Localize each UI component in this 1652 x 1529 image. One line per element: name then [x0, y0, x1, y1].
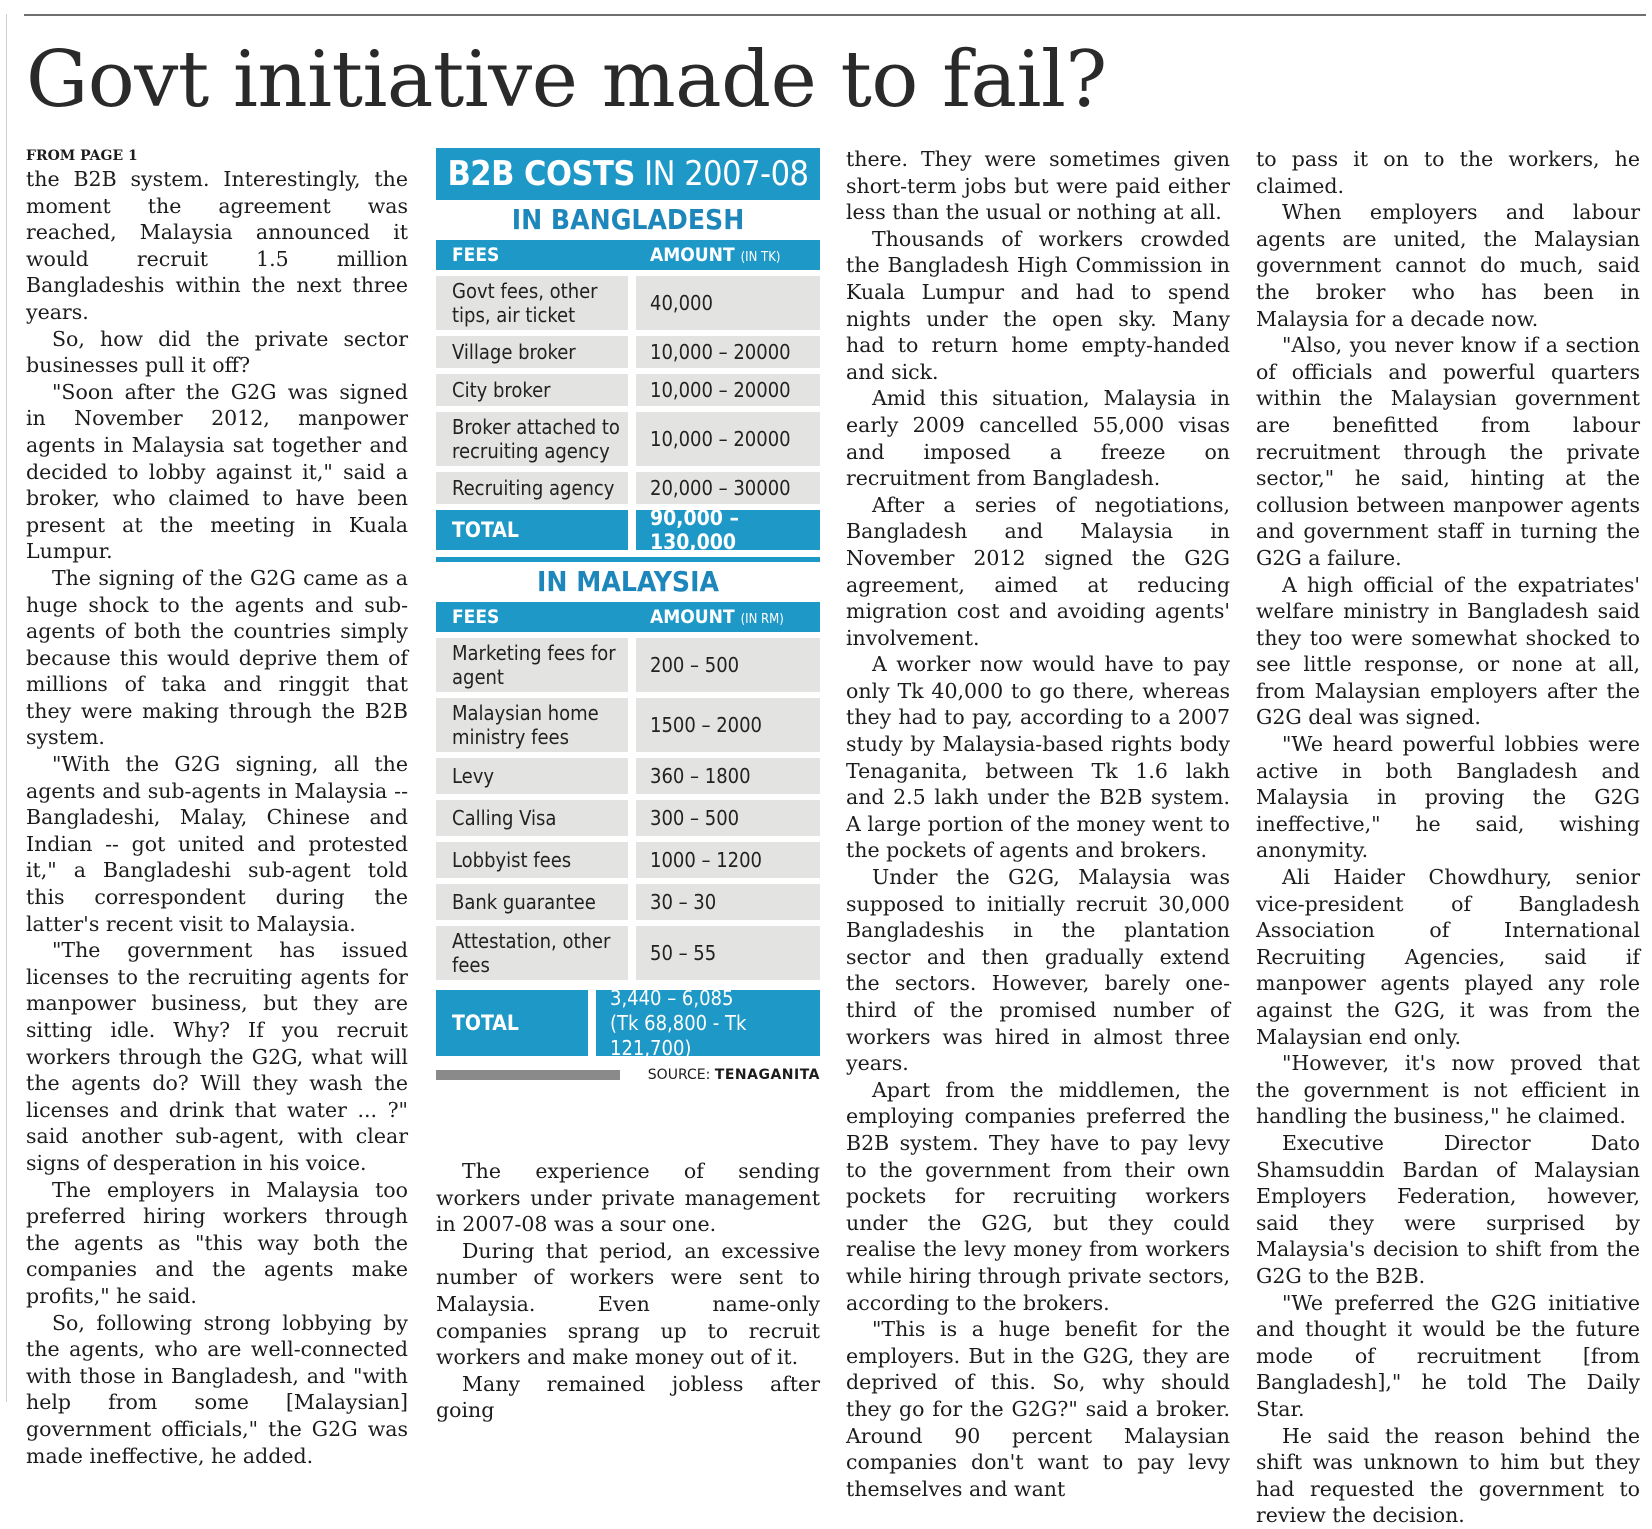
source-credit [648, 1066, 820, 1084]
total-label: TOTAL [436, 510, 628, 550]
fee-cell: Calling Visa [436, 800, 628, 836]
paragraph: So, how did the private sector businesses pull it off? [26, 326, 408, 378]
table-row [436, 276, 820, 330]
table-row [436, 800, 820, 836]
amount-cell: 360 – 1800 [636, 758, 820, 794]
infographic-title-bold: B2B COSTS [447, 154, 635, 194]
fees-header: FEES [452, 244, 500, 266]
paragraph: During that period, an excessive number of workers were sent to Malaysia. Even name-only companies sprang up to recruit workers and make money out of it. [436, 1238, 820, 1370]
amount-unit: (IN TK) [740, 250, 781, 265]
paragraph: Thousands of workers crowded the Bangladesh High Commission in Kuala Lumpur and had to spend nights under the open sky. Many had to return home empty-handed and sick. [846, 226, 1230, 384]
amount-cell: 1500 – 2000 [636, 698, 820, 752]
paragraph: "Also, you never know if a section of officials and powerful quarters within the Malaysian government are benefitted from labour recruitment through the private sector," he said, hinting at the collusion between manpower agents and government staff in turning the G2G a failure. [1256, 333, 1640, 570]
source-label: SOURCE: [647, 1067, 711, 1083]
malaysia-total-row [436, 985, 820, 1060]
fee-cell: Broker attached to recruiting agency [436, 412, 628, 466]
column-4 [1256, 146, 1640, 1529]
headline: Govt initiative made to fail? [26, 35, 1107, 125]
table-row [436, 472, 820, 504]
amount-header [650, 602, 784, 635]
paragraph: So, following strong lobbying by the agents, who are well-connected with those in Bangladesh, and "with help from some [Malaysian] government officials," the G2G was made ineffective, he added. [26, 1310, 408, 1468]
malaysia-heading: IN MALAYSIA [537, 565, 719, 598]
column-1 [26, 146, 408, 1469]
infographic-title-rest: IN 2007-08 [634, 154, 809, 194]
fee-cell: Attestation, other fees [436, 926, 628, 980]
total-amount-tk: (Tk 68,800 - Tk 121,700) [610, 1010, 747, 1060]
table-row [436, 412, 820, 466]
amount-cell: 40,000 [636, 276, 820, 330]
paragraph: He said the reason behind the shift was unknown to him but they had requested the government to review the decision. [1256, 1423, 1640, 1528]
amount-header-label: AMOUNT [650, 244, 735, 266]
amount-cell: 10,000 – 20000 [636, 412, 820, 466]
column-2 [436, 1158, 820, 1424]
fee-cell: Marketing fees for agent [436, 638, 628, 692]
fee-cell: Govt fees, other tips, air ticket [436, 276, 628, 330]
paragraph: The experience of sending workers under private management in 2007-08 was a sour one. [436, 1159, 820, 1237]
paragraph: Amid this situation, Malaysia in early 2009 cancelled 55,000 visas and imposed a freeze on recruitment from Bangladesh. [846, 386, 1230, 491]
paragraph: Ali Haider Chowdhury, senior vice-president of Bangladesh Association of International Recruiting Agencies, said if manpower agents played any role against the G2G, it was from the Malaysian end only. [1256, 865, 1640, 1049]
amount-header [650, 240, 780, 273]
paragraph: The employers in Malaysia too preferred hiring workers through the agents as "this way both the companies and the agents make profits," he said. [26, 1177, 408, 1308]
paragraph: Many remained jobless after going [436, 1371, 820, 1423]
table-row [436, 336, 820, 368]
paragraph: "We preferred the G2G initiative and thought it would be the future mode of recruitment [from Bangladesh]," he told The Daily Star. [1256, 1290, 1640, 1421]
amount-cell: 20,000 – 30000 [636, 472, 820, 504]
paragraph: "However, it's now proved that the government is not efficient in handling the business," he claimed. [1256, 1051, 1640, 1129]
table-row [436, 374, 820, 406]
amount-cell: 30 – 30 [636, 884, 820, 920]
amount-header-label: AMOUNT [650, 606, 735, 628]
bangladesh-total-row [436, 506, 820, 554]
table-row [436, 698, 820, 752]
paragraph: there. They were sometimes given short-term jobs but were paid either less than the usual or nothing at all. [846, 147, 1230, 225]
paragraph: Apart from the middlemen, the employing companies preferred the B2B system. They have to pay levy to the government from their own pockets for recruiting workers under the G2G, but they could realise the levy money from workers while hiring through private sectors, according to the brokers. [846, 1077, 1230, 1315]
paragraph: "The government has issued licenses to the recruiting agents for manpower business, but they are sitting idle. Why? If you recruit workers through the G2G, what will the agents do? Will they wash the licenses and drink that water ... ?" said another sub-agent, with clear signs of desperation in his voice. [26, 938, 408, 1175]
paragraph: "This is a huge benefit for the employers. But in the G2G, they are deprived of this. So, why should they go for the G2G?" said a broker. Around 90 percent Malaysian companies don't want to pay levy themselves and want [846, 1317, 1230, 1501]
fee-cell: Bank guarantee [436, 884, 628, 920]
fee-cell: Village broker [436, 336, 628, 368]
source-bar [436, 1070, 620, 1080]
amount-cell: 200 – 500 [636, 638, 820, 692]
amount-unit: (IN RM) [740, 612, 784, 627]
fee-cell: Malaysian home ministry fees [436, 698, 628, 752]
paragraph: When employers and labour agents are united, the Malaysian government cannot do much, said the broker who has been in Malaysia for a decade now. [1256, 200, 1640, 331]
amount-cell: 1000 – 1200 [636, 842, 820, 878]
fee-cell: Levy [436, 758, 628, 794]
paragraph: "With the G2G signing, all the agents and sub-agents in Malaysia -- Bangladeshi, Malay, Chinese and Indian -- got united and protested it," a Bangladeshi sub-agent told this correspondent during the latter's recent visit to Malaysia. [26, 752, 408, 936]
paragraph: The signing of the G2G came as a huge shock to the agents and sub-agents of both the countries simply because this would deprive them of millions of taka and ringgit that they were making through the B2B system. [26, 565, 408, 750]
table-row [436, 842, 820, 878]
total-amount: 90,000 – 130,000 [636, 510, 820, 550]
top-rule [24, 14, 1646, 16]
paragraph: "We heard powerful lobbies were active in both Bangladesh and Malaysia in proving the G2G ineffective," he said, wishing anonymity. [1256, 732, 1640, 863]
total-amount-rm: 3,440 – 6,085 [610, 985, 734, 1010]
paragraph: A high official of the expatriates' welfare ministry in Bangladesh said they too were somewhat shocked to see little response, or none at all, from Malaysian employers after the G2G deal was signed. [1256, 572, 1640, 730]
paragraph: "Soon after the G2G was signed in November 2012, manpower agents in Malaysia sat together and decided to lobby against it," said a broker, who claimed to have been present at the meeting in Kuala Lumpur. [26, 379, 408, 564]
paragraph: Under the G2G, Malaysia was supposed to initially recruit 30,000 Bangladeshis in the plantation sector and then gradually extend the sectors. However, barely one-third of the promised number of workers was hired in almost three years. [846, 865, 1230, 1076]
page-left-border [6, 14, 7, 1402]
total-amount [596, 985, 820, 1060]
fee-cell: City broker [436, 374, 628, 406]
fee-cell: Lobbyist fees [436, 842, 628, 878]
column-3 [846, 146, 1230, 1502]
bangladesh-heading: IN BANGLADESH [511, 203, 745, 236]
fee-cell: Recruiting agency [436, 472, 628, 504]
b2b-costs-infographic [436, 148, 820, 1086]
bangladesh-table-header [436, 240, 820, 270]
paragraph: the B2B system. Interestingly, the moment the agreement was reached, Malaysia announced it would recruit 1.5 million Bangladeshis within the next three years. [26, 167, 408, 324]
malaysia-table-header [436, 602, 820, 632]
table-row [436, 884, 820, 920]
source-name: TENAGANITA [714, 1067, 820, 1083]
fees-header: FEES [452, 606, 500, 628]
paragraph: A worker now would have to pay only Tk 40,000 to go there, whereas they had to pay, according to a 2007 study by Malaysia-based rights body Tenaganita, between Tk 1.6 lakh and 2.5 lakh under the B2B system. A large portion of the money went to the pockets of agents and brokers. [846, 652, 1230, 863]
total-label: TOTAL [436, 990, 588, 1056]
infographic-title [436, 148, 820, 200]
table-row [436, 926, 820, 980]
kicker: FROM PAGE 1 [26, 148, 138, 164]
paragraph: After a series of negotiations, Bangladesh and Malaysia in November 2012 signed the G2G agreement, aimed at reducing migration cost and avoiding agents' involvement. [846, 492, 1230, 650]
source-line [436, 1066, 820, 1086]
amount-cell: 10,000 – 20000 [636, 336, 820, 368]
paragraph: Executive Director Dato Shamsuddin Bardan of Malaysian Employers Federation, however, said they were surprised by Malaysia's decision to shift from the G2G to the B2B. [1256, 1130, 1640, 1288]
amount-cell: 50 – 55 [636, 926, 820, 980]
table-row [436, 758, 820, 794]
amount-cell: 10,000 – 20000 [636, 374, 820, 406]
amount-cell: 300 – 500 [636, 800, 820, 836]
table-row [436, 638, 820, 692]
paragraph: to pass it on to the workers, he claimed. [1256, 147, 1640, 198]
